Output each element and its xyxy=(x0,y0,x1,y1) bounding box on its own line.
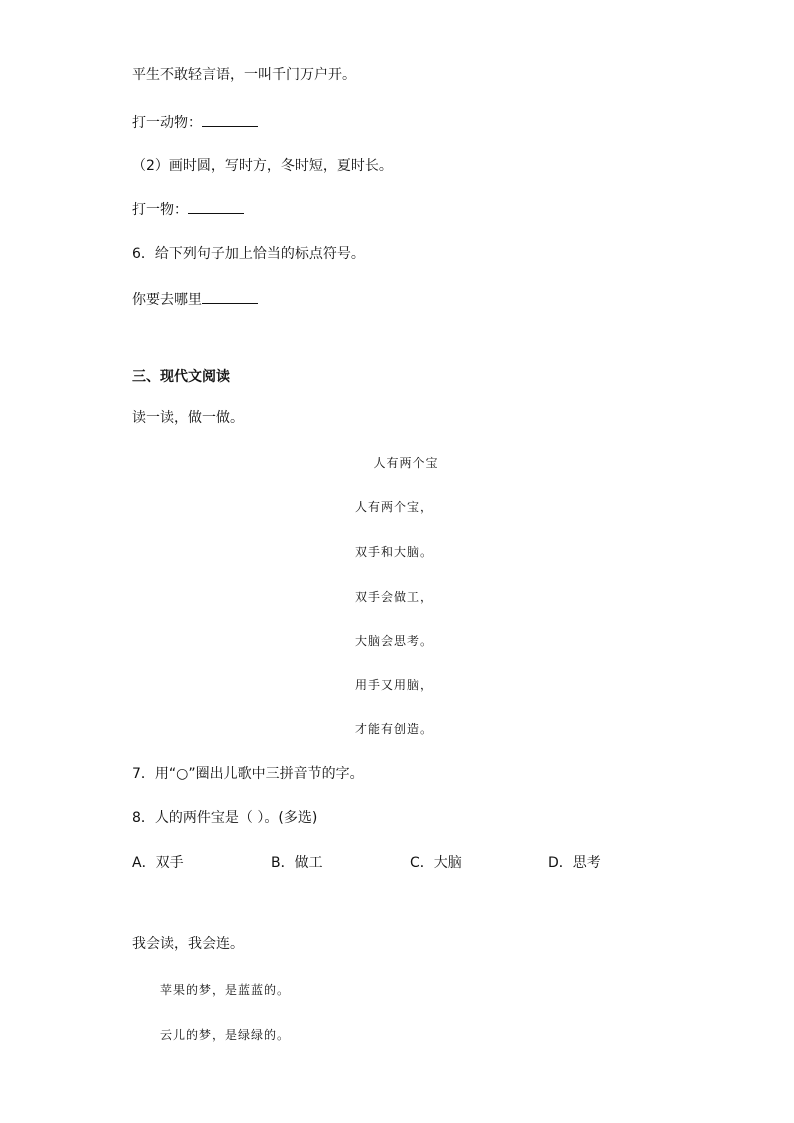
q8-text: 8．人的两件宝是（ ）。(多选) xyxy=(132,810,318,826)
poem-line-5: 用手又用脑， xyxy=(355,678,434,692)
q6-instruction: 6．给下列句子加上恰当的标点符号。 xyxy=(132,246,365,262)
poem-line-1: 人有两个宝， xyxy=(355,500,434,514)
section3-heading: 三、现代文阅读 xyxy=(132,369,230,385)
riddle2-answer-blank[interactable] xyxy=(188,200,244,214)
riddle1-answer-blank[interactable] xyxy=(202,113,258,127)
q6-sentence-line xyxy=(132,290,258,309)
poem-line-3: 双手会做工， xyxy=(355,590,434,604)
riddle2-prompt: 打一物： xyxy=(132,202,188,218)
riddle1-prompt: 打一动物： xyxy=(132,115,202,131)
poem-line-2: 双手和大脑。 xyxy=(355,545,434,559)
q8-option-b[interactable]: B．做工 xyxy=(271,855,323,871)
riddle2-answer-line xyxy=(132,200,244,219)
q6-sentence: 你要去哪里 xyxy=(132,292,202,308)
q8-option-d[interactable]: D．思考 xyxy=(548,855,601,871)
q7-text: 7．用“○”圈出儿歌中三拼音节的字。 xyxy=(132,766,364,782)
matching-line-2: 云儿的梦，是绿绿的。 xyxy=(160,1028,291,1042)
poem-line-6: 才能有创造。 xyxy=(355,722,434,736)
section3-instruction: 读一读，做一做。 xyxy=(132,410,244,426)
riddle1-answer-line xyxy=(132,113,258,132)
matching-instruction: 我会读，我会连。 xyxy=(132,936,244,952)
q6-answer-blank[interactable] xyxy=(202,290,258,304)
riddle1-text: 平生不敢轻言语，一叫千门万户开。 xyxy=(132,67,356,83)
poem-line-4: 大脑会思考。 xyxy=(355,634,434,648)
poem-title: 人有两个宝 xyxy=(373,456,439,470)
riddle2-text: （2）画时圆，写时方，冬时短，夏时长。 xyxy=(132,158,393,174)
q8-option-a[interactable]: A．双手 xyxy=(132,855,184,871)
q8-option-c[interactable]: C．大脑 xyxy=(410,855,462,871)
matching-line-1: 苹果的梦，是蓝蓝的。 xyxy=(160,983,291,997)
